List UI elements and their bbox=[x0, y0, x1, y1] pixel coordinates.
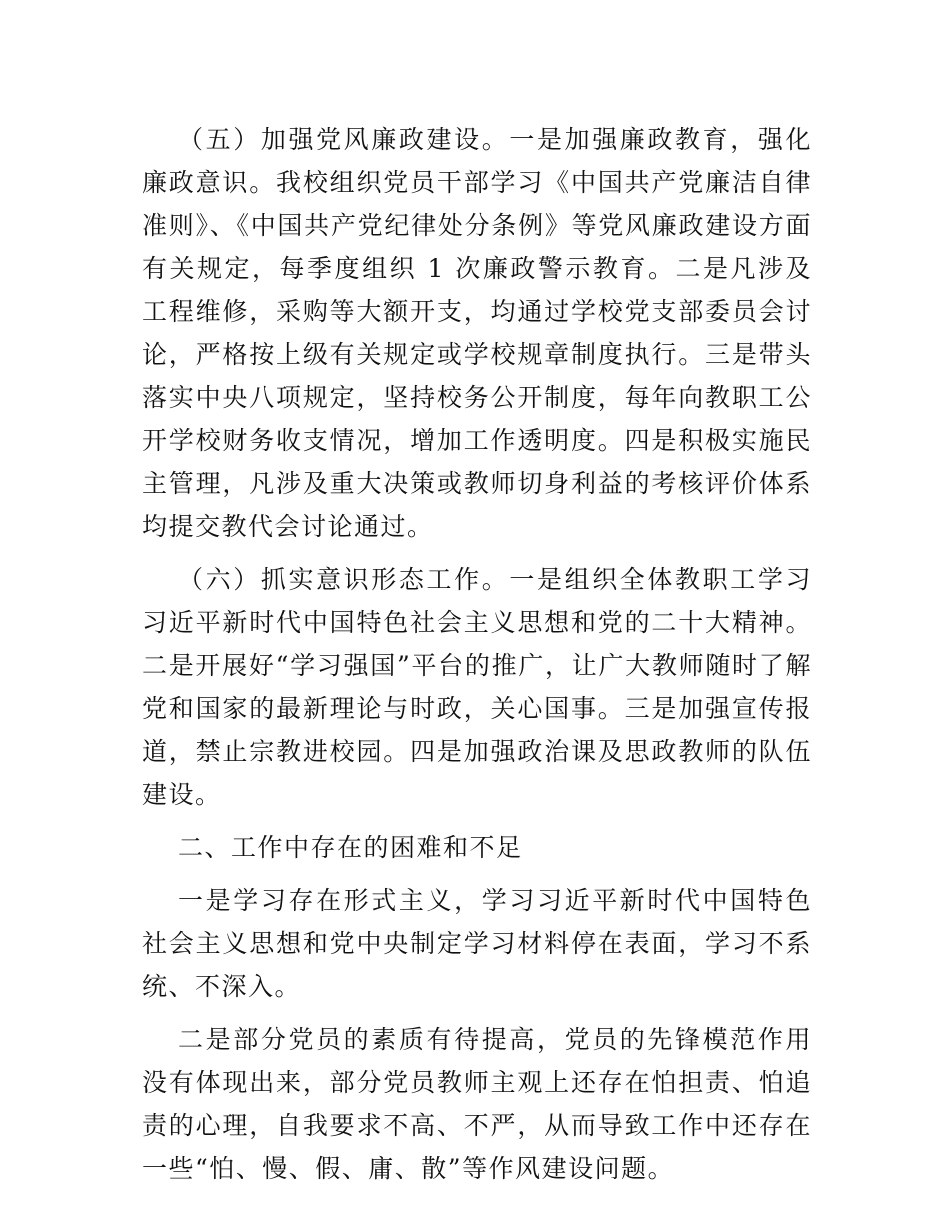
paragraph-party-integrity: （五）加强党风廉政建设。一是加强廉政教育，强化廉政意识。我校组织党员干部学习《中国共产党廉洁自律准则》、《中国共产党纪律处分条例》等党风廉政建设方面有关规定，每季度组织 1 次廉政警示教育。二是凡涉及工程维修，采购等大额开支，均通过学校党支部委员会讨论，严格按上级有关规定或学校规章制度执行。三是带头落实中央八项规定，坚持校务公开制度，每年向教职工公开学校财务收支情况，增加工作透明度。四是积极实施民主管理，凡涉及重大决策或教师切身利益的考核评价体系均提交教代会讨论通过。 bbox=[142, 125, 812, 541]
document-body bbox=[142, 118, 812, 1200]
paragraph-problem-1: 一是学习存在形式主义，学习习近平新时代中国特色社会主义思想和党中央制定学习材料停在表面，学习不系统、不深入。 bbox=[142, 886, 812, 1001]
paragraph-ideology-work: （六）抓实意识形态工作。一是组织全体教职工学习习近平新时代中国特色社会主义思想和党的二十大精神。二是开展好“学习强国”平台的推广，让广大教师随时了解党和国家的最新理论与时政，关心国事。三是加强宣传报道，禁止宗教进校园。四是加强政治课及思政教师的队伍建设。 bbox=[142, 565, 812, 809]
section-heading-difficulties: 二、工作中存在的困难和不足 bbox=[178, 833, 523, 862]
paragraph-problem-2: 二是部分党员的素质有待提高，党员的先锋模范作用没有体现出来，部分党员教师主观上还存在怕担责、怕追责的心理，自我要求不高、不严，从而导致工作中还存在一些“怕、慢、假、庸、散”等作风建设问题。 bbox=[142, 1025, 812, 1183]
